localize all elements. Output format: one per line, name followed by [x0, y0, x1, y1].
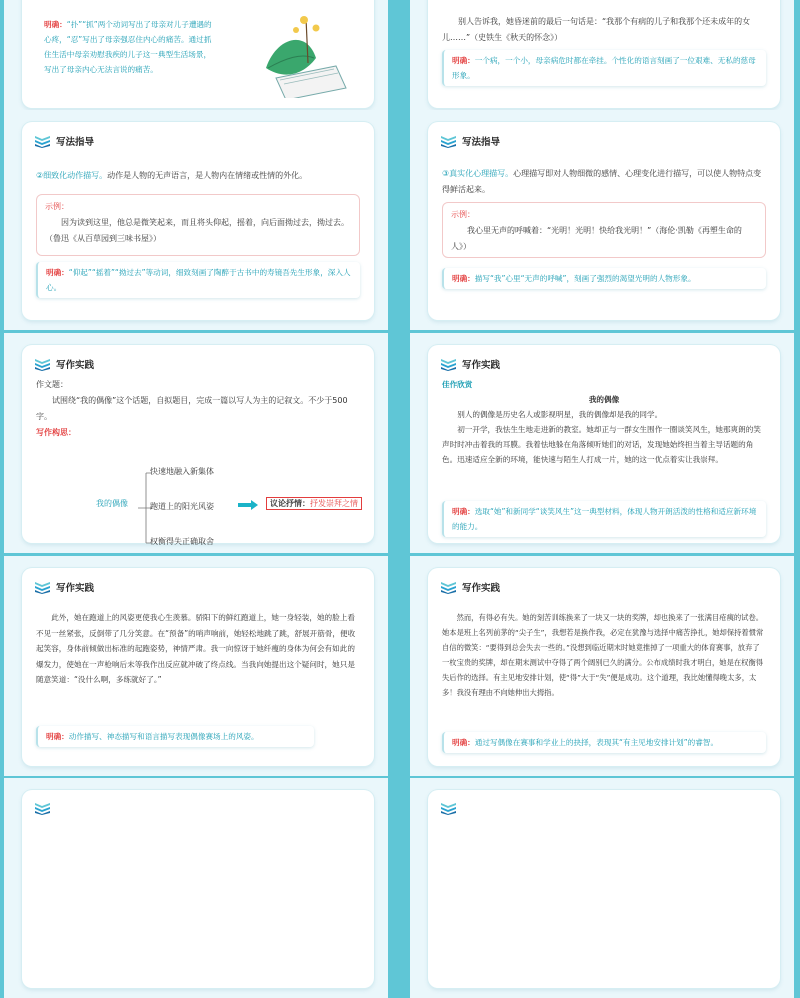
slide-card [22, 568, 374, 766]
slide-5[interactable] [4, 333, 388, 553]
conclusion-note [36, 14, 224, 80]
conclusion-text: “仰起”“摇着”“拗过去”等动词，细致刻画了陶醉于古书中的寿镜吾先生形象，深入人心。 [46, 268, 351, 292]
slide-2[interactable] [410, 0, 794, 118]
slide-title: 写法指导 [56, 137, 95, 148]
conclusion-label: 明确： [452, 56, 475, 65]
plant-book-illustration [246, 8, 356, 98]
essay-block [36, 610, 360, 688]
conclusion-text: 动作描写、神态描写和语言描写表现偶像赛场上的风姿。 [68, 732, 259, 741]
conclusion-label: 明确： [452, 507, 475, 516]
quote-paragraph: 别人告诉我，她昏迷前的最后一句话是：“我那个有病的儿子和我那个还未成年的女儿……”（史铁生《秋天的怀念》） [442, 17, 751, 42]
conclusion-label: 明确： [44, 20, 67, 29]
mind-map-branch: 跑道上的阳光风姿 [150, 502, 214, 511]
mind-map-branch: 快速地融入新集体 [150, 467, 214, 476]
conclusion-note [442, 268, 766, 289]
slide-header [440, 134, 500, 148]
lead-heading: ③真实化心理描写。 [442, 169, 514, 178]
book-stack-icon [440, 581, 457, 594]
lead-rest: 动作是人物的无声语言，是人物内在情绪或性情的外化。 [107, 171, 308, 180]
quote-text [442, 14, 766, 46]
slide-card [22, 345, 374, 546]
book-stack-icon [34, 135, 51, 148]
slide-title: 写作实践 [56, 583, 95, 594]
essay-title: 我的偶像 [588, 395, 620, 404]
slide-1[interactable] [4, 0, 388, 118]
conclusion-text: 一个病，一个小，母亲病危时都在牵挂。个性化的语言刻画了一位艰难、无私的慈母形象。 [452, 56, 756, 80]
essay-paragraph: 初一开学，我怯生生地走进新的教室。她却正与一群女生围作一圈谈笑风生，她那爽朗的笑声时时冲击着我的耳膜。我着怯地躲在角落倾听她们的对话，发现她始终担当着主导话题的角色。迅速适应全新的环境，能快速与陌生人打成一片，她的这一优点着实让我崇拜。 [442, 425, 761, 464]
slide-card [428, 345, 780, 543]
prompt-block [36, 377, 360, 441]
conclusion-text: “扑”“抓”两个动词写出了母亲对儿子遭遇的心疼，“忍”写出了母亲强忍住内心的痛苦。通过抓住生活中母亲劝慰我疾的儿子这一典型生活场景，写出了母亲内心无法言说的痛苦。 [44, 20, 212, 74]
conclusion-note [442, 50, 766, 86]
mind-map-branch: 权衡得失正确取舍 [150, 537, 214, 546]
slide-4[interactable] [410, 110, 794, 330]
slide-header [34, 802, 56, 815]
essay-paragraph: 此外，她在跑道上的风姿更使我心生羡慕。骄阳下的鲜红跑道上，她一身轻装，她的脸上看不见一丝紧张，反倒带了几分笑意。在“预备”的哨声响前，她轻松地跳了跳，舒展开筋骨，便收起笑容，身体前倾做出标准的起跑姿势，神情严肃。我一向惊讶于她纤瘦的身体为何会有如此的爆发力，使她在一声枪响后未等我作出反应就冲破了终点线。当我向她提出这个疑问时，她只是随意笑道：“没什么啊，多练就好了。” [36, 613, 356, 684]
mind-map-root: 我的偶像 [96, 499, 128, 508]
slide-header [34, 580, 94, 594]
slide-header [440, 580, 500, 594]
slide-header [440, 802, 462, 815]
lead-rest: 心理描写即对人物细微的感情、心理变化进行描写，可以使人物特点变得鲜活起来。 [442, 169, 762, 194]
example-box [36, 194, 360, 256]
book-stack-icon [34, 358, 51, 371]
slide-card [22, 0, 374, 108]
conclusion-label: 明确： [46, 732, 69, 741]
slide-card [428, 122, 780, 320]
conclusion-note [36, 262, 360, 298]
slide-title: 写作实践 [462, 583, 501, 594]
example-label: 示例： [45, 202, 69, 211]
example-text: 因为读到这里，他总是微笑起来，而且将头仰起，摇着，向后面拗过去，拗过去。（鲁迅《从百草园到三味书屋》） [45, 218, 349, 243]
slide-header [34, 134, 94, 148]
book-stack-icon [440, 358, 457, 371]
conclusion-note [442, 732, 766, 753]
lead-heading: ②细致化动作描写。 [36, 171, 108, 180]
section-label: 佳作欣赏 [442, 380, 473, 389]
slide-6[interactable] [410, 333, 794, 553]
conclusion-text: 通过写偶像在赛事和学业上的抉择，表现其“有主见地安排计划”的睿智。 [474, 738, 719, 747]
conclusion-note [36, 726, 314, 747]
conclusion-label: 明确： [452, 738, 475, 747]
conclusion-note [442, 501, 766, 537]
essay-paragraph: 别人的偶像是历史名人或影视明星，我的偶像却是我的同学。 [457, 410, 663, 419]
slide-card [22, 122, 374, 320]
example-box [442, 202, 766, 258]
slide-header [440, 357, 500, 371]
slide-title: 写法指导 [462, 137, 501, 148]
slide-3[interactable] [4, 110, 388, 330]
slide-card [428, 790, 780, 988]
essay-paragraph: 然而，有得必有失。她的刻苦训练换来了一块又一块的奖牌，却也换来了一张满目疮痍的试卷。她本是班上名列前茅的“尖子生”，我想若是换作我，必定在犹豫与选择中痛苦挣扎，她却保持着惯常自信的微笑：“要得到总会失去一些的。”没想到临近期末时她竟推掉了一项重大的体育赛事，放弃了一枚宝贵的奖牌，却在期末测试中夺得了两个阔别已久的满分。公布成绩时我才明白，她是在权衡得失后作的选择。有主见地安排计划，使“得”大于“失”便是成功。这个道理，我比她懂得晚太多，太多！我没有理由不向她伸出大拇指。 [442, 613, 764, 697]
lead-text [36, 168, 360, 184]
plan-label: 写作构思： [36, 428, 76, 437]
book-stack-icon [440, 135, 457, 148]
conclusion-text: 选取“她”和新同学“谈笑风生”这一典型材料，体现人物开朗活泼的性格和适应新环境的能力。 [452, 507, 757, 531]
essay-block [442, 610, 766, 700]
book-stack-icon [34, 581, 51, 594]
conclusion-box [266, 497, 362, 510]
slide-header [34, 357, 94, 371]
slide-8[interactable] [410, 556, 794, 776]
arrow-right-icon [238, 500, 258, 510]
slide-title: 写作实践 [56, 360, 95, 371]
slide-card [22, 790, 374, 988]
slide-card [428, 0, 780, 108]
book-stack-icon [440, 802, 457, 815]
prompt-text: 试围绕“我的偶像”这个话题，自拟题目，完成一篇以写人为主的记叙文。不少于500字。 [36, 396, 348, 421]
slide-7[interactable] [4, 556, 388, 776]
conclusion-label: 明确： [46, 268, 69, 277]
example-label: 示例： [451, 210, 475, 219]
conclusion-label: 明确： [452, 274, 475, 283]
book-stack-icon [34, 802, 51, 815]
conclusion-text: 抒发崇拜之情 [310, 499, 358, 508]
essay-block [442, 377, 766, 467]
lead-text [442, 166, 766, 198]
slide-10[interactable] [410, 778, 794, 998]
mind-map [36, 463, 376, 553]
conclusion-text: 描写“我”心里“无声的呼喊”，刻画了强烈的渴望光明的人物形象。 [474, 274, 696, 283]
slide-card [428, 568, 780, 766]
example-text: 我心里无声的呼喊着：“光明！光明！快给我光明！”（海伦·凯勒《再塑生命的人》） [451, 226, 742, 251]
conclusion-label: 议论抒情： [270, 499, 310, 508]
slide-title: 写作实践 [462, 360, 501, 371]
prompt-label: 作文题： [36, 380, 68, 389]
slide-9[interactable] [4, 778, 388, 998]
